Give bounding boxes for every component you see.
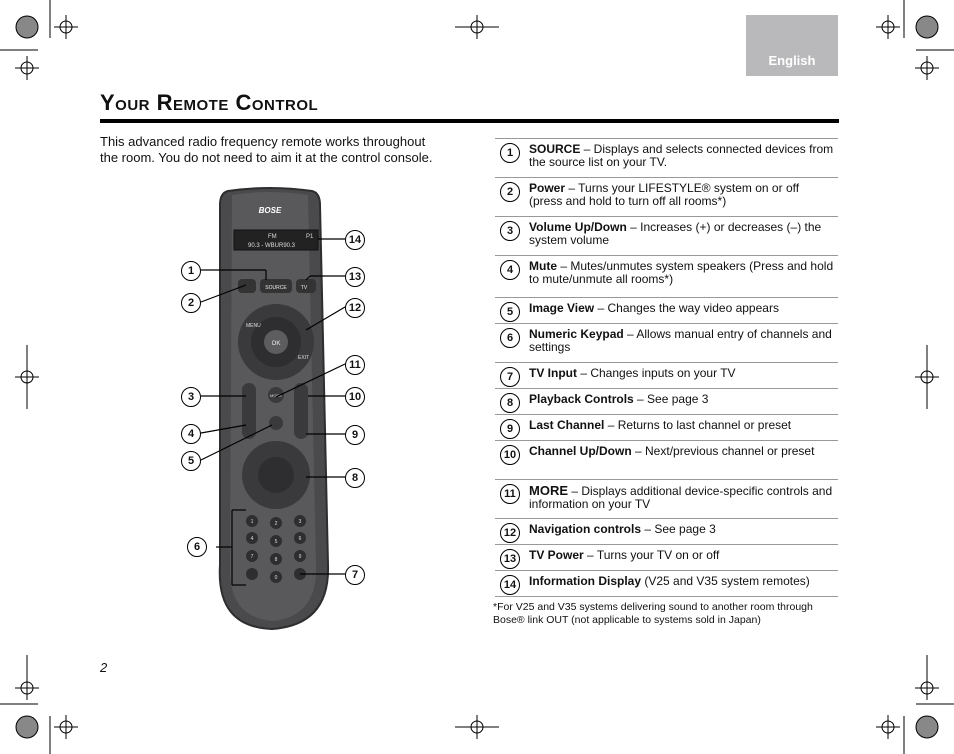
- key-8: 8: [274, 557, 278, 563]
- key-2: 2: [274, 521, 278, 527]
- feature-number: 3: [500, 221, 520, 241]
- feature-desc: – See page 3: [641, 522, 716, 536]
- feature-number: 13: [500, 549, 520, 569]
- feature-number: 4: [500, 260, 520, 280]
- key-7: 7: [250, 554, 254, 560]
- feature-name: Playback Controls: [529, 392, 634, 406]
- page-title: Your Remote Control: [100, 90, 319, 115]
- feature-name: Navigation controls: [529, 522, 642, 536]
- feature-name: Power: [529, 181, 566, 195]
- feature-desc: – Changes the way video appears: [594, 301, 779, 315]
- feature-number: 9: [500, 419, 520, 439]
- feature-name: TV Power: [529, 548, 584, 562]
- feature-number: 8: [500, 393, 520, 413]
- callout-10: 10: [345, 387, 365, 407]
- callout-13: 13: [345, 267, 365, 287]
- feature-name: Image View: [529, 301, 595, 315]
- display-line1-left: FM: [268, 234, 277, 240]
- display-line1-right: P1: [306, 234, 314, 240]
- feature-name: Last Channel: [529, 418, 605, 432]
- feature-desc: – See page 3: [633, 392, 709, 406]
- feature-number: 5: [500, 302, 520, 322]
- key-5: 5: [274, 539, 278, 545]
- more-key-label: MORE: [270, 393, 282, 398]
- feature-number: 7: [500, 367, 520, 387]
- feature-name: Channel Up/Down: [529, 444, 632, 458]
- feature-number: 14: [500, 575, 520, 595]
- feature-desc: – Displays additional device-specific controls and information on your TV: [529, 484, 833, 511]
- language-tab: English: [746, 15, 838, 76]
- callout-12: 12: [345, 298, 365, 318]
- feature-row: [495, 545, 838, 571]
- callout-14: 14: [345, 230, 365, 250]
- feature-row: [495, 178, 838, 217]
- callout-4: 4: [181, 424, 201, 444]
- feature-desc: – Next/previous channel or preset: [631, 444, 815, 458]
- callout-9: 9: [345, 425, 365, 445]
- callout-5: 5: [181, 451, 201, 471]
- callout-2: 2: [181, 293, 201, 313]
- callout-6: 6: [187, 537, 207, 557]
- callout-1: 1: [181, 261, 201, 281]
- tv-key-label: TV: [300, 285, 308, 291]
- callout-11: 11: [345, 355, 365, 375]
- feature-row: [495, 441, 838, 480]
- key-4: 4: [250, 536, 254, 542]
- feature-desc: – Changes inputs on your TV: [577, 366, 736, 380]
- feature-desc: – Allows manual entry of channels and settings: [529, 327, 832, 354]
- feature-number: 12: [500, 523, 520, 543]
- feature-name: Volume Up/Down: [529, 220, 627, 234]
- feature-row: [495, 139, 838, 178]
- feature-number: 11: [500, 484, 520, 504]
- feature-number: 10: [500, 445, 520, 465]
- feature-name: SOURCE: [529, 142, 581, 156]
- page-number: 2: [100, 660, 108, 675]
- feature-desc: – Displays and selects connected devices from the source list on your TV.: [529, 142, 834, 169]
- feature-name: Numeric Keypad: [529, 327, 624, 341]
- source-key-label: SOURCE: [265, 285, 287, 291]
- feature-table: [495, 138, 838, 597]
- feature-number: 1: [500, 143, 520, 163]
- feature-row: [495, 363, 838, 389]
- exit-key-label: EXIT: [298, 355, 310, 361]
- feature-desc: – Mutes/unmutes system speakers (Press and hold to mute/unmute all rooms*): [529, 259, 834, 286]
- feature-name: TV Input: [529, 366, 577, 380]
- remote-brand: BOSE: [258, 206, 282, 215]
- key-0: 0: [274, 575, 278, 581]
- feature-desc: – Turns your TV on or off: [583, 548, 720, 562]
- feature-number: 2: [500, 182, 520, 202]
- key-9: 9: [298, 554, 302, 560]
- key-3: 3: [298, 519, 302, 525]
- feature-row: [495, 324, 838, 363]
- feature-desc: – Increases (+) or decreases (–) the system volume: [529, 220, 822, 247]
- intro-text: This advanced radio frequency remote works throughout the room. You do not need to aim it at the control console.: [100, 134, 433, 165]
- key-6: 6: [298, 536, 302, 542]
- ok-key-label: OK: [271, 341, 281, 347]
- display-line2: 90.3 - WBUR90.3: [248, 243, 296, 249]
- callout-8: 8: [345, 468, 365, 488]
- feature-row: [495, 480, 838, 519]
- feature-row: [495, 571, 838, 597]
- callout-7: 7: [345, 565, 365, 585]
- feature-row: [495, 217, 838, 256]
- feature-desc: – Returns to last channel or preset: [604, 418, 792, 432]
- feature-row: [495, 298, 838, 324]
- feature-name: MORE: [529, 483, 568, 498]
- feature-number: 6: [500, 328, 520, 348]
- key-1: 1: [250, 519, 254, 525]
- feature-row: [495, 389, 838, 415]
- feature-desc: (V25 and V35 system remotes): [641, 574, 810, 588]
- footnote: *For V25 and V35 systems delivering sound to another room through Bose® link OUT (not applicable to systems sold in Japan): [493, 601, 813, 626]
- feature-row: [495, 256, 838, 298]
- feature-row: [495, 519, 838, 545]
- callout-3: 3: [181, 387, 201, 407]
- feature-name: Information Display: [529, 574, 642, 588]
- feature-row: [495, 415, 838, 441]
- feature-name: Mute: [529, 259, 557, 273]
- title-rule: [100, 119, 839, 123]
- menu-key-label: MENU: [246, 323, 261, 329]
- feature-desc: – Turns your LIFESTYLE® system on or off (press and hold to turn off all rooms*): [529, 181, 800, 208]
